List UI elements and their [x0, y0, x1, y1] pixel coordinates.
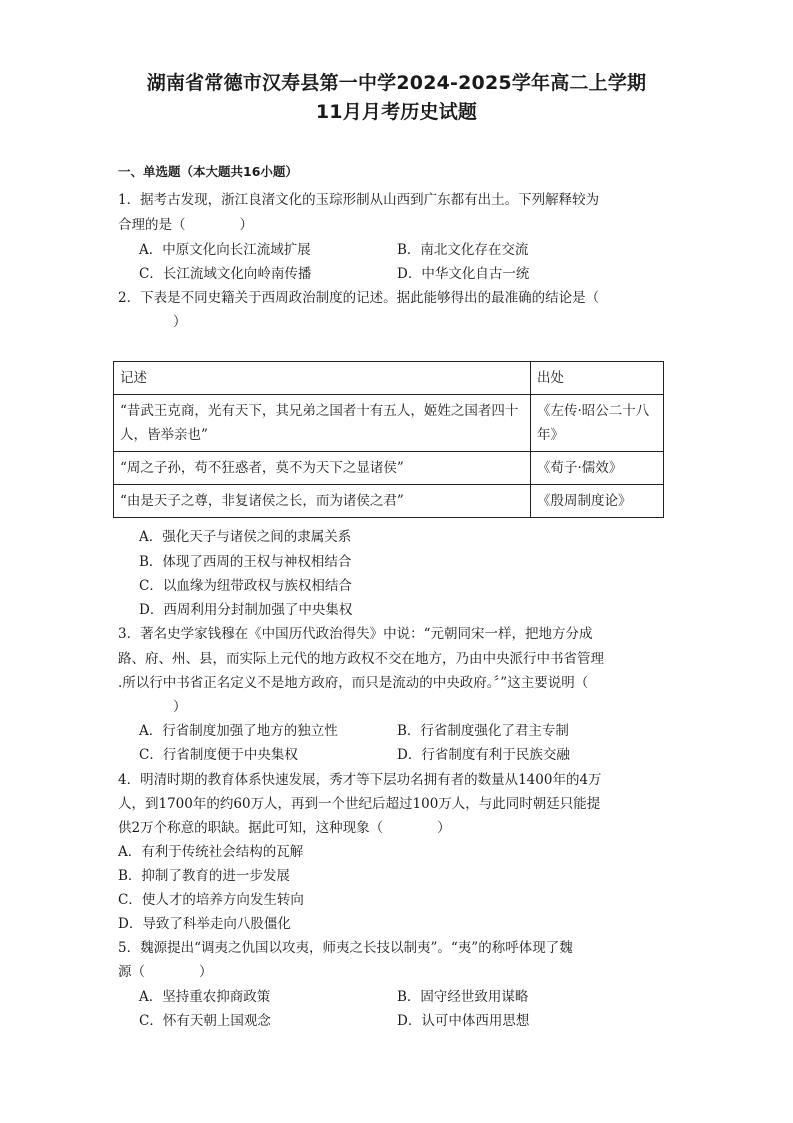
section-heading: 一、单选题（本大题共16小题） — [118, 164, 298, 179]
q5-option-a: A．坚持重农抑商政策 — [139, 989, 271, 1005]
q1-option-c: C．长江流域文化向岭南传播 — [139, 266, 312, 282]
q4-option-c: C．使人才的培养方向发生转向 — [118, 892, 304, 908]
table-cell-source: 《殷周制度论》 — [531, 485, 664, 518]
exam-title-line1: 湖南省常德市汉寿县第一中学2024-2025学年高二上学期 — [146, 72, 647, 94]
q2-option-c: C．以血缘为纽带政权与族权相结合 — [139, 578, 352, 594]
q4-option-d: D．导致了科举走向八股僵化 — [118, 916, 291, 932]
q2-option-b: B．体现了西周的王权与神权相结合 — [139, 554, 352, 570]
q1-stem-line1: 1．据考古发现，浙江良渚文化的玉琮形制从山西到广东都有出土。下列解释较为 — [118, 192, 600, 208]
q5-option-b: B．固守经世致用谋略 — [397, 989, 529, 1005]
records-table — [113, 361, 664, 518]
table-header-source: 出处 — [531, 362, 664, 395]
q3-stem-line1: 3．著名史学家钱穆在《中国历代政治得失》中说：“元朝同宋一样，把地方分成 — [118, 626, 593, 642]
table-cell-text: “由是天子之尊，非复诸侯之长，而为诸侯之君” — [114, 485, 531, 518]
q4-stem-line2: 人，到1700年的约60万人，再到一个世纪后超过100万人，与此同时朝廷只能提 — [118, 796, 601, 812]
q4-stem-line3: 供2万个称意的职缺。据此可知，这种现象（ ） — [118, 820, 451, 836]
exam-title-line2: 11月月考历史试题 — [315, 101, 478, 123]
table-cell-source: 《荀子·儒效》 — [531, 452, 664, 485]
table-cell-text: “周之子孙，苟不狂惑者，莫不为天下之显诸侯” — [114, 452, 531, 485]
q3-stem-line4: ） — [146, 699, 187, 715]
table-header-text: 记述 — [114, 362, 531, 395]
q5-option-d: D．认可中体西用思想 — [397, 1013, 530, 1029]
q3-stem-line3: .所以行中书省正名定义不是地方政府，而只是流动的中央政府。〞”这主要说明（ — [118, 675, 589, 691]
q4-option-b: B．抑制了教育的进一步发展 — [118, 868, 290, 884]
q4-stem-line1: 4．明清时期的教育体系快速发展，秀才等下层功名拥有者的数量从1400年的4万 — [118, 772, 602, 788]
q3-stem-line2: 路、府、州、县，而实际上元代的地方政权不交在地方，乃由中央派行中书省管理 — [118, 651, 604, 667]
q3-option-d: D．行省制度有利于民族交融 — [397, 747, 570, 763]
table-cell-text: “昔武王克商，光有天下，其兄弟之国者十有五人，姬姓之国者四十人，皆举亲也” — [114, 395, 531, 452]
q3-option-b: B．行省制度强化了君主专制 — [397, 723, 569, 739]
q1-option-a: A．中原文化向长江流域扩展 — [139, 242, 311, 258]
q2-option-d: D．西周利用分封制加强了中央集权 — [139, 602, 353, 618]
q4-option-a: A．有利于传统社会结构的瓦解 — [118, 844, 304, 860]
table-row — [114, 452, 664, 485]
q3-option-a: A．行省制度加强了地方的独立性 — [139, 723, 338, 739]
q2-option-a: A．强化天子与诸侯之间的隶属关系 — [139, 529, 352, 545]
q3-option-c: C．行省制度便于中央集权 — [139, 747, 298, 763]
table-row — [114, 395, 664, 452]
q5-stem-line2: 源（ ） — [118, 964, 213, 980]
table-header-row — [114, 362, 664, 395]
table-row — [114, 485, 664, 518]
q5-option-c: C．怀有天朝上国观念 — [139, 1013, 271, 1029]
q2-stem-line1: 2．下表是不同史籍关于西周政治制度的记述。据此能够得出的最准确的结论是（ — [118, 290, 600, 306]
q1-option-b: B．南北文化存在交流 — [397, 242, 529, 258]
q1-option-d: D．中华文化自古一统 — [397, 266, 530, 282]
table-cell-source: 《左传·昭公二十八年》 — [531, 395, 664, 452]
q1-stem-line2: 合理的是（ ） — [118, 217, 253, 233]
q2-stem-line2: ） — [146, 314, 187, 330]
q5-stem-line1: 5．魏源提出“调夷之仇国以攻夷，师夷之长技以制夷”。“夷”的称呼体现了魏 — [118, 940, 573, 956]
